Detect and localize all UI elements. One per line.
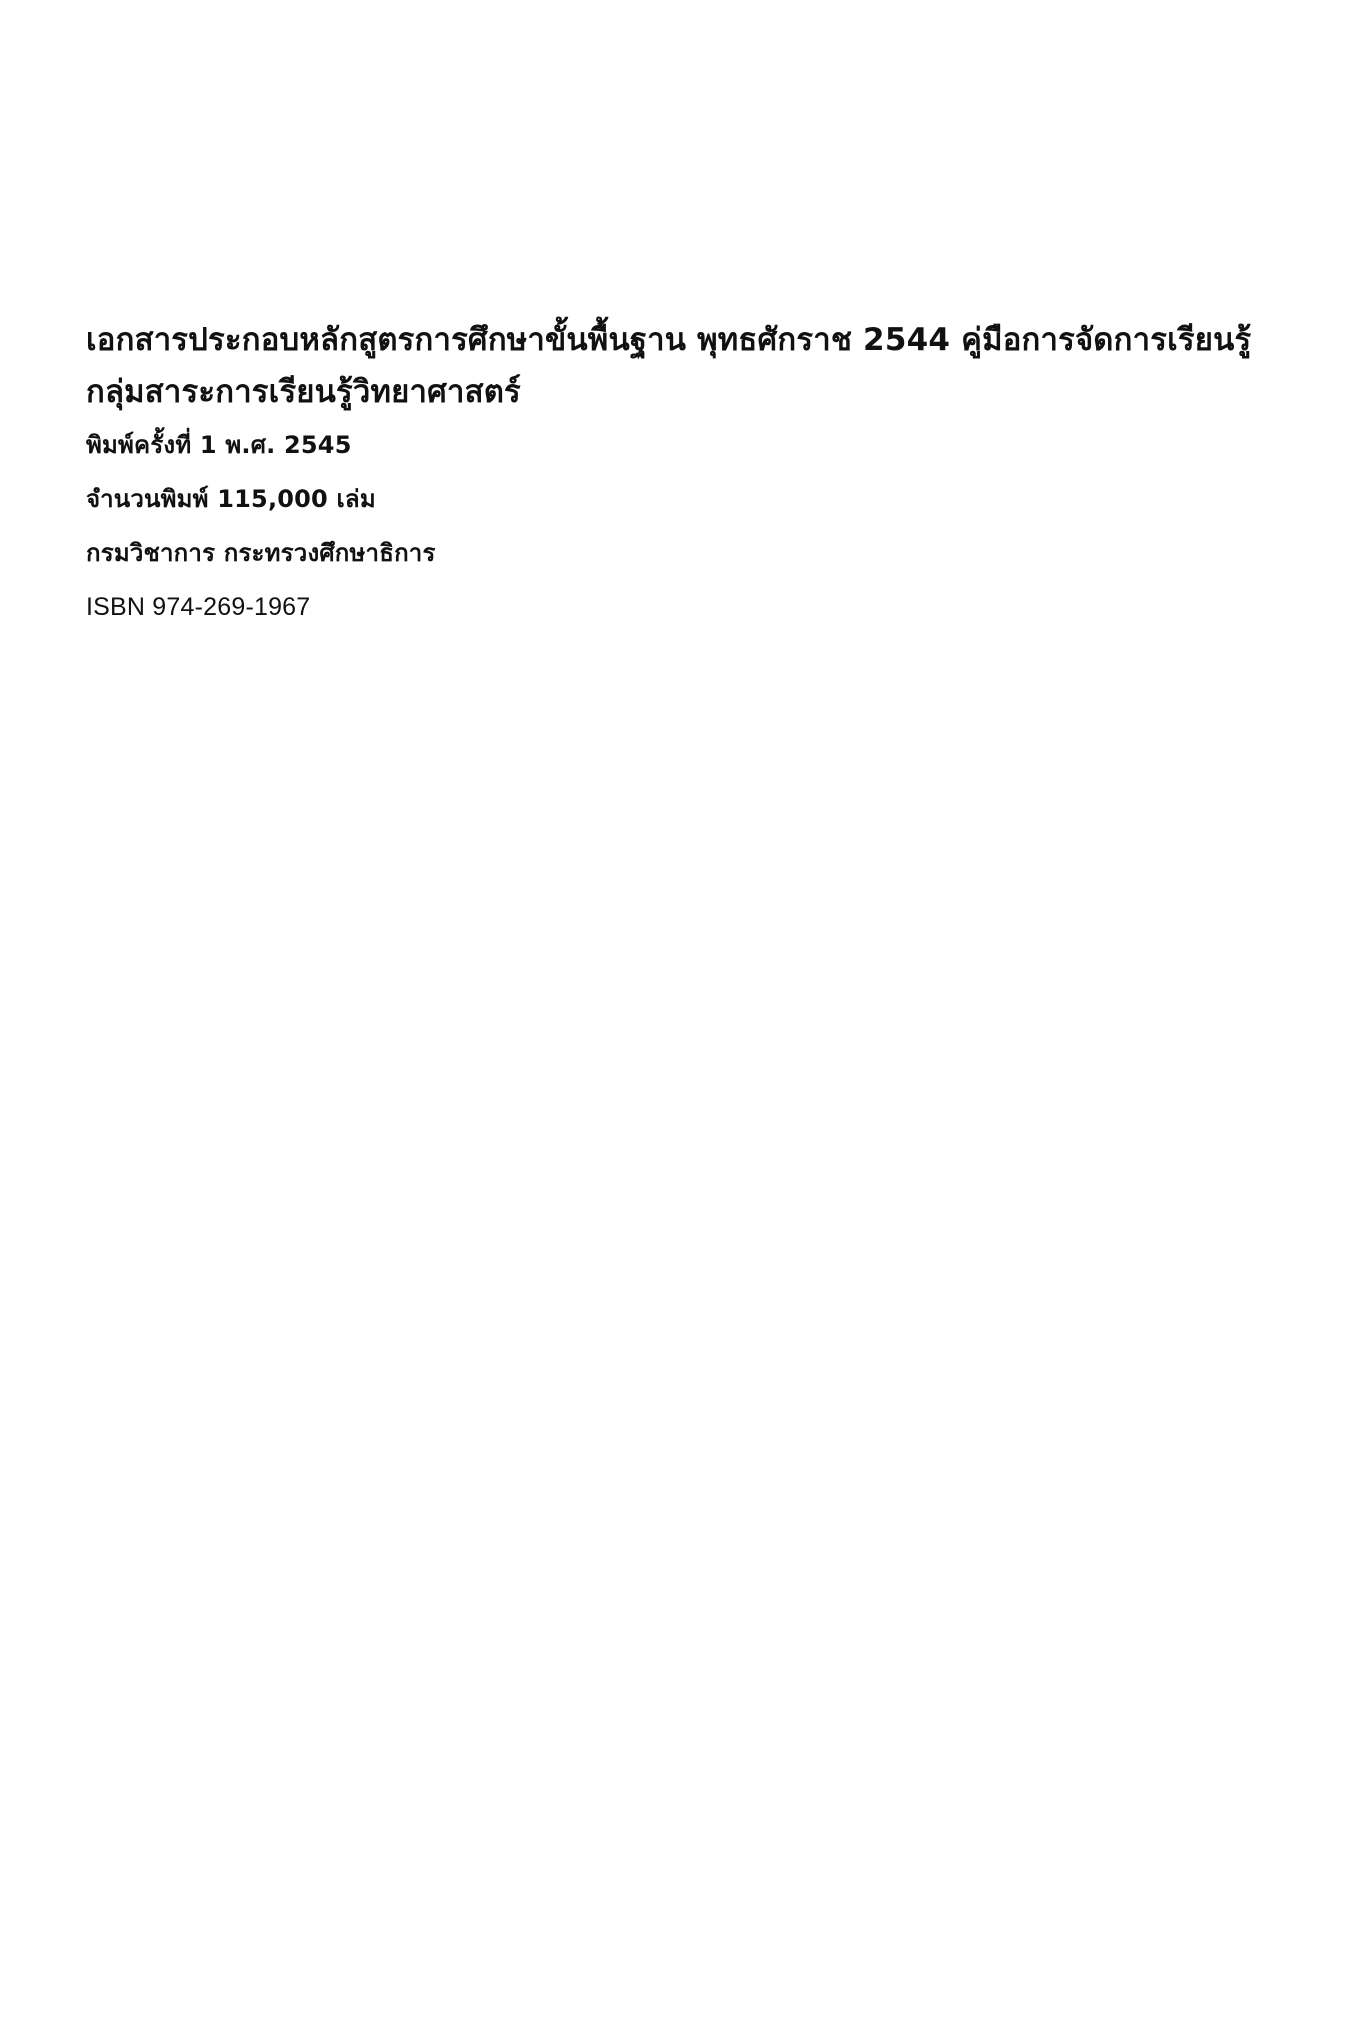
document-title: เอกสารประกอบหลักสูตรการศึกษาขั้นพื้นฐาน พุทธศักราช 2544 คู่มือการจัดการเรียนรู้ — [86, 322, 1252, 358]
publisher-line: กรมวิชาการ กระทรวงศึกษาธิการ — [86, 539, 436, 567]
isbn-line: ISBN 974-269-1967 — [86, 593, 311, 621]
imprint-block — [86, 320, 1326, 630]
edition-line: พิมพ์ครั้งที่ 1 พ.ศ. 2545 — [86, 431, 352, 459]
print-run-line: จำนวนพิมพ์ 115,000 เล่ม — [86, 485, 376, 513]
document-subtitle: กลุ่มสาระการเรียนรู้วิทยาศาสตร์ — [86, 374, 521, 410]
